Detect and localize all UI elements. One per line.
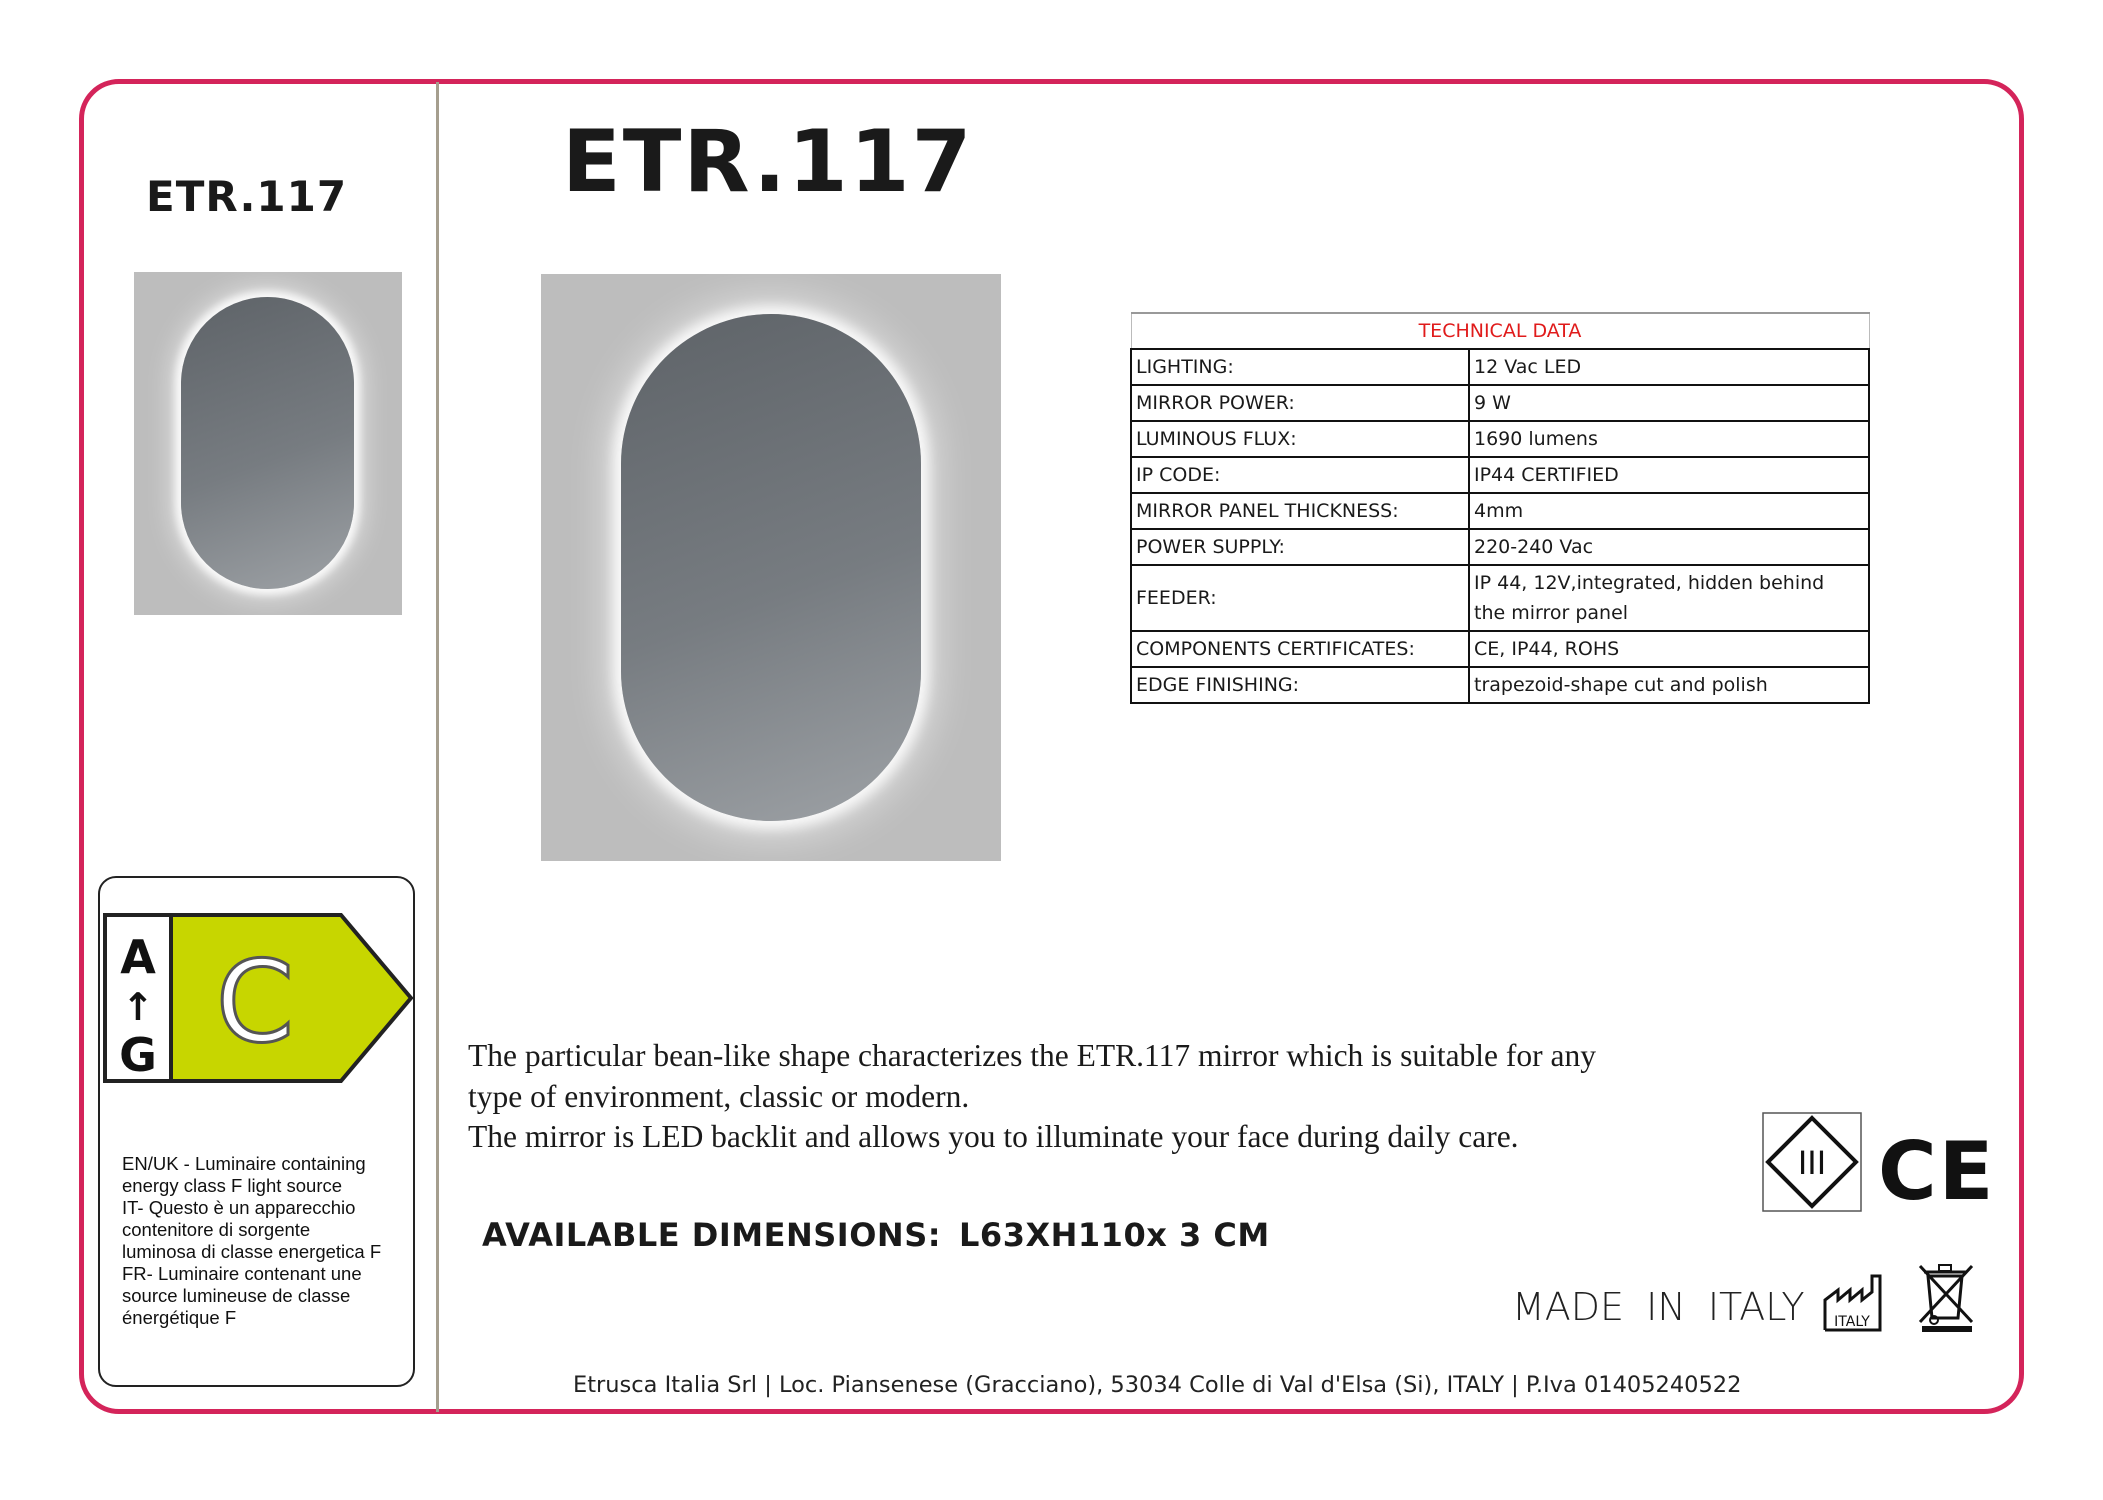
spec-value: IP44 CERTIFIED [1469,457,1869,493]
description-line: The mirror is LED backlit and allows you to illuminate your face during daily care. [468,1119,1519,1154]
energy-note-line: énergétique F [122,1307,237,1328]
spec-value: 220-240 Vac [1469,529,1869,565]
dimensions-label: AVAILABLE DIMENSIONS: [482,1216,942,1254]
spec-label: FEEDER: [1131,565,1469,631]
energy-class-graphic [105,913,417,1085]
spec-value-line: IP 44, 12V,integrated, hidden behind [1474,572,1825,594]
energy-note-line: source lumineuse de classe [122,1285,351,1306]
mirror-product-image [541,274,1001,861]
spec-label: IP CODE: [1131,457,1469,493]
table-title: TECHNICAL DATA [1131,313,1869,349]
mirror-shape [621,314,921,821]
spec-value: trapezoid-shape cut and polish [1469,667,1869,703]
energy-class-letter: C [215,938,295,1068]
table-row [1131,565,1869,631]
sidebar-product-code: ETR.117 [146,172,348,221]
description-line: type of environment, classic or modern. [468,1078,970,1114]
table-row [1131,529,1869,565]
table-row [1131,493,1869,529]
mirror-shape [181,297,354,589]
dimensions-value: L63XH110x 3 CM [959,1216,1270,1254]
spec-value: 4mm [1469,493,1869,529]
spec-label: EDGE FINISHING: [1131,667,1469,703]
spec-label: LUMINOUS FLUX: [1131,421,1469,457]
energy-note-line: IT- Questo è un apparecchio [122,1197,356,1218]
table-row [1131,667,1869,703]
scale-arrow: ↑ [122,985,154,1029]
spec-label: LIGHTING: [1131,349,1469,385]
spec-value: 12 Vac LED [1469,349,1869,385]
spec-value: 9 W [1469,385,1869,421]
class-iii-icon [1762,1112,1862,1212]
table-row [1131,631,1869,667]
spec-value: 1690 lumens [1469,421,1869,457]
weee-bin-icon [1916,1262,1978,1334]
spec-label: MIRROR PANEL THICKNESS: [1131,493,1469,529]
class-symbol-text: III [1797,1144,1827,1182]
spec-label: COMPONENTS CERTIFICATES: [1131,631,1469,667]
table-row [1131,349,1869,385]
spec-value [1469,565,1869,631]
scale-top-letter: A [120,930,156,984]
energy-note-line: luminosa di classe energetica F [122,1241,382,1262]
table-row [1131,457,1869,493]
spec-label: POWER SUPPLY: [1131,529,1469,565]
energy-note-line: FR- Luminaire contenant une [122,1263,362,1284]
table-row [1131,421,1869,457]
page-title: ETR.117 [562,112,974,212]
available-dimensions [482,1216,1270,1254]
spec-value: CE, IP44, ROHS [1469,631,1869,667]
ce-mark-icon [1878,1125,1996,1218]
energy-note-line: contenitore di sorgente [122,1219,311,1240]
energy-note-line: energy class F light source [122,1175,343,1196]
ce-mark-text: CE [1878,1125,1996,1218]
factory-icon-text: ITALY [1834,1314,1870,1330]
company-footer: Etrusca Italia Srl | Loc. Piansenese (Gracciano), 53034 Colle di Val d'Elsa (Si), ITALY | P.Iva 01405240522 [573,1372,1742,1398]
energy-label-box [98,876,415,1387]
product-description [468,1036,1596,1158]
spec-label: MIRROR POWER: [1131,385,1469,421]
energy-notes [122,1153,412,1329]
scale-bottom-letter: G [119,1028,157,1082]
factory-icon [1822,1272,1888,1332]
technical-data-table [1130,312,1870,704]
spec-value-line: the mirror panel [1474,602,1629,624]
made-in-italy: MADE IN ITALY [1512,1285,1805,1329]
description-line: The particular bean-like shape characterizes the ETR.117 mirror which is suitable for any [468,1038,1597,1073]
table-row [1131,385,1869,421]
mirror-thumbnail [134,272,402,615]
energy-note-line: EN/UK - Luminaire containing [122,1153,366,1174]
column-divider [436,82,439,1412]
